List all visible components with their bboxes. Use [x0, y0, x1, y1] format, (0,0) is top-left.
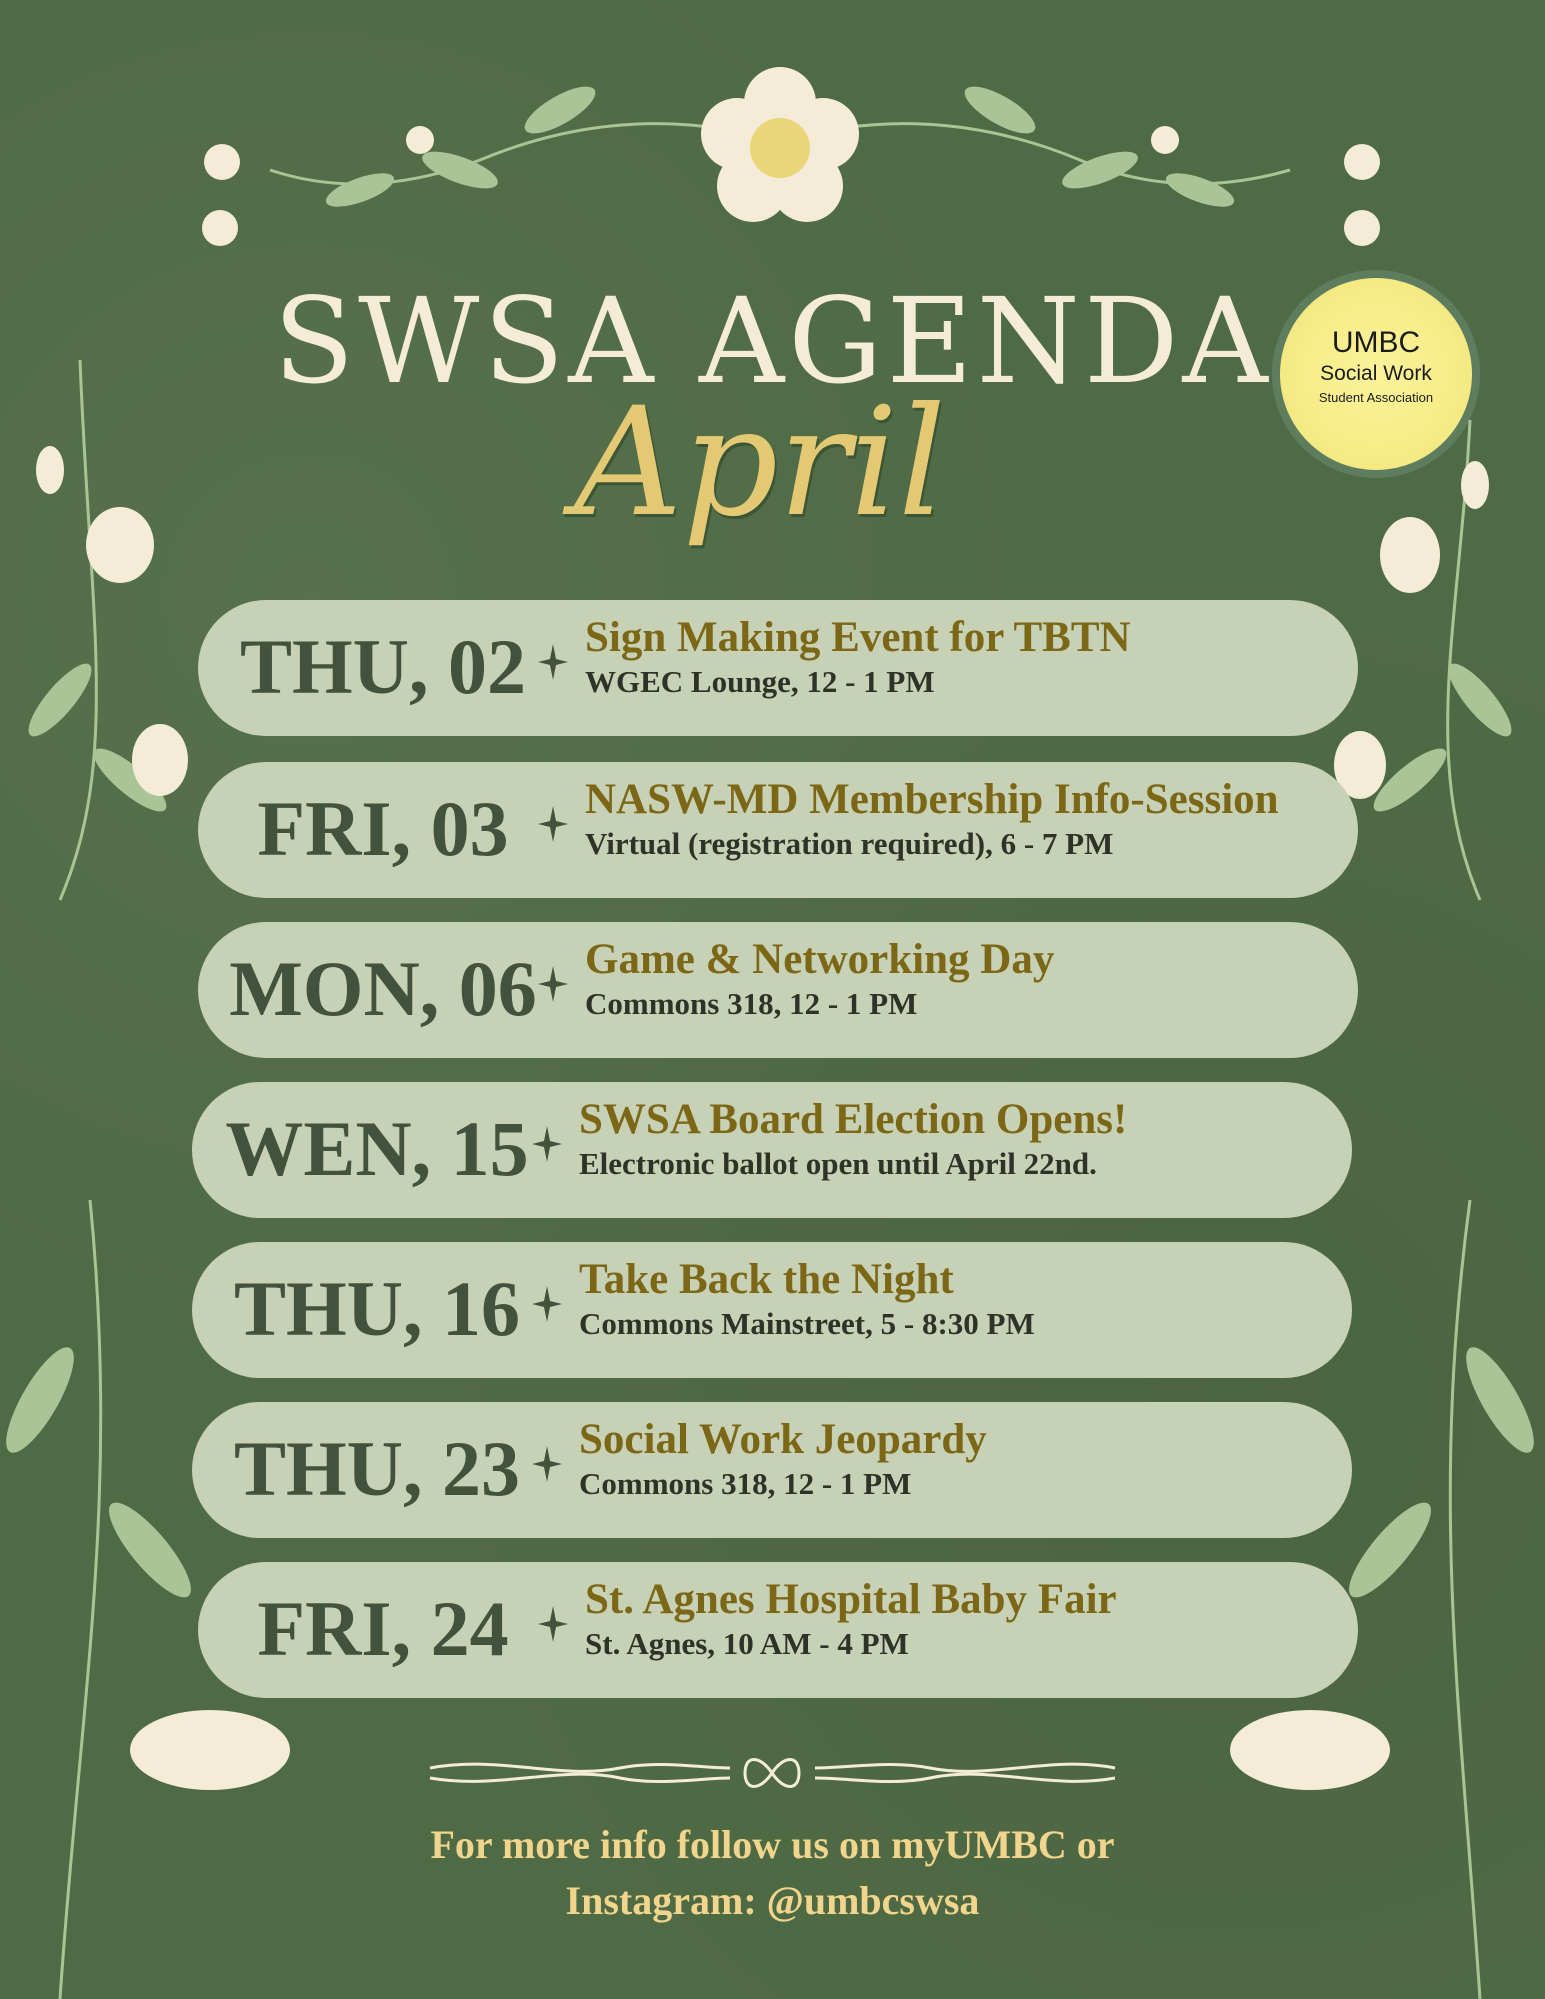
page-title: SWSA AGENDA [273, 272, 1272, 410]
sparkle-icon [538, 1606, 568, 1642]
event-row [198, 1562, 1358, 1698]
event-row [192, 1242, 1352, 1378]
event-title: Take Back the Night [579, 1256, 954, 1303]
event-detail: St. Agnes, 10 AM - 4 PM [585, 1626, 909, 1661]
logo-line-1: UMBC [1331, 326, 1421, 359]
month-heading: April [574, 376, 946, 550]
sparkle-icon [532, 1126, 562, 1162]
event-row [198, 922, 1358, 1058]
event-date: FRI, 03 [257, 785, 509, 872]
event-date: MON, 06 [229, 945, 537, 1032]
event-date: FRI, 24 [257, 1585, 509, 1672]
logo-line-3: Student Association [1318, 390, 1434, 405]
event-title: Game & Networking Day [585, 936, 1055, 983]
sparkle-icon [532, 1446, 562, 1482]
sparkle-icon [538, 966, 568, 1002]
event-row [192, 1082, 1352, 1218]
event-title: St. Agnes Hospital Baby Fair [585, 1576, 1117, 1623]
footer-line-2: Instagram: @umbcswsa [565, 1878, 980, 1923]
event-row [192, 1402, 1352, 1538]
event-title: Sign Making Event for TBTN [585, 614, 1131, 661]
event-detail: Commons 318, 12 - 1 PM [585, 986, 918, 1021]
event-detail: Commons Mainstreet, 5 - 8:30 PM [579, 1306, 1035, 1341]
event-title: NASW-MD Membership Info-Session [585, 776, 1279, 823]
sparkle-icon [538, 644, 568, 680]
event-detail: Electronic ballot open until April 22nd. [579, 1146, 1097, 1181]
footer-line-1: For more info follow us on myUMBC or [430, 1822, 1115, 1867]
umbc-swsa-logo [1280, 278, 1472, 470]
footer-info [0, 1817, 1545, 1929]
event-row [198, 600, 1358, 736]
event-detail: Virtual (registration required), 6 - 7 PM [585, 826, 1114, 861]
event-detail: Commons 318, 12 - 1 PM [579, 1466, 912, 1501]
event-date: THU, 23 [233, 1425, 521, 1512]
event-detail: WGEC Lounge, 12 - 1 PM [585, 664, 935, 699]
event-title: SWSA Board Election Opens! [579, 1096, 1128, 1143]
event-row [198, 762, 1358, 898]
logo-line-2: Social Work [1320, 362, 1432, 385]
event-date: THU, 02 [239, 623, 527, 710]
sparkle-icon [532, 1286, 562, 1322]
sparkle-icon [538, 806, 568, 842]
event-date: WEN, 15 [225, 1105, 529, 1192]
event-date: THU, 16 [233, 1265, 521, 1352]
event-title: Social Work Jeopardy [579, 1416, 987, 1463]
